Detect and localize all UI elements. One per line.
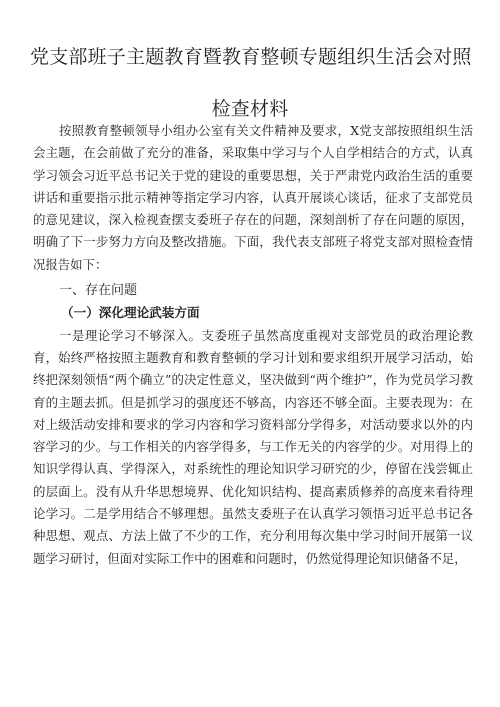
document-title-line1: 党支部班子主题教育暨教育整顿专题组织生活会对照 [30, 46, 472, 68]
body-paragraph: 一是理论学习不够深入。支委班子虽然高度重视对支部党员的政治理论教育，始终严格按照主题教育和教育整顿的学习计划和要求组织开展学习活动，始终把深刻领悟“两个确立”的决定性意义，坚决做到“两个维护”，作为党员学习教育的主题去抓。但是抓学习的强度还不够高，内容还不够全面。主要表现为：在对上级活动安排和要求的学习内容和学习资料部分学得多，对活动要求以外的内容学习的少。与工作相关的内容学得多，与工作无关的内容学的少。对用得上的知识学得认真、学得深入，对系统性的理论知识学习研究的少，停留在浅尝辄止的层面上。没有从升华思想境界、优化知识结构、提高素质修养的高度来看待理论学习。二是学用结合不够理想。虽然支委班子在认真学习领悟习近平总书记各种思想、观点、方法上做了不少的工作，充分利用每次集中学习时间开展第一议题学习研讨，但面对实际工作中的困难和问题时，仍然觉得理论知识储备不足， [33, 327, 473, 566]
document-body [33, 120, 473, 570]
document-title-line2: 检查材料 [211, 98, 289, 120]
section-heading: 一、存在问题 [59, 283, 138, 299]
subsection-heading: （一）深化理论武装方面 [61, 305, 200, 321]
intro-paragraph: 按照教育整顿领导小组办公室有关文件精神及要求，X党支部按照组织生活会主题，在会前做了充分的准备，采取集中学习与个人自学相结合的方式，认真学习领会习近平总书记关于党的建设的重要思想，关于严肃党内政治生活的重要讲话和重要指示批示精神等指定学习内容，认真开展谈心谈话，征求了支部党员的意见建议，深入检视查摆支委班子存在的问题，深刻剖析了存在问题的原因，明确了下一步努力方向及整改措施。下面，我代表支部班子将党支部对照检查情况报告如下： [33, 123, 473, 272]
